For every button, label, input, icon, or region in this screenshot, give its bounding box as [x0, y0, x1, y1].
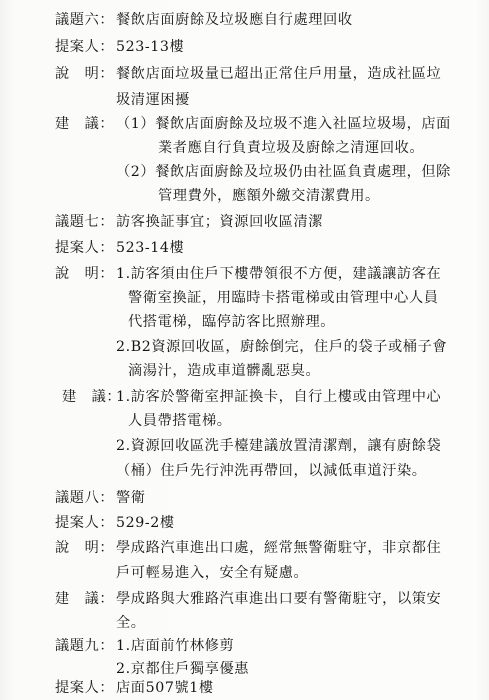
line-label: 建 議：: [62, 389, 122, 405]
line-label: 議題九：: [55, 638, 115, 654]
line-text: 523-13樓: [116, 39, 185, 55]
line-text: （桶）住戶先行沖洗再帶回，以減低車道汙染。: [116, 463, 427, 479]
line-label: 說 明：: [55, 66, 115, 82]
line-label: 提案人：: [55, 515, 115, 531]
line-text: 代搭電梯，臨停訪客比照辦理。: [128, 314, 336, 330]
line-text: 1.訪客於警衛室押証換卡，自行上樓或由管理中心: [116, 389, 442, 405]
line-text: （1）餐飲店面廚餘及垃圾不進入社區垃圾場，店面: [116, 116, 451, 132]
line-text: 2.資源回收區洗手檯建議放置清潔劑，讓有廚餘袋: [116, 438, 442, 454]
line-text: 2.B2資源回收區，廚餘倒完，住戶的袋子或桶子會: [116, 339, 448, 355]
line-text: 學成路與大雅路汽車進出口要有警衛駐守，以策安: [116, 591, 442, 607]
line-text: 餐飲店面垃圾量已超出正常住戶用量，造成社區垃: [116, 66, 442, 82]
line-text: 523-14樓: [116, 240, 185, 256]
line-text: 戶可輕易進入，安全有疑慮。: [116, 565, 309, 581]
line-label: 提案人：: [55, 240, 115, 256]
line-text: 訪客換証事宜；資源回收區清潔: [116, 214, 324, 230]
line-label: 議題七：: [55, 214, 115, 230]
line-text: 滴湯汁，造成車道髒亂惡臭。: [128, 363, 321, 379]
line-text: 1.訪客須由住戶下樓帶領很不方便，建議讓訪客在: [116, 266, 442, 282]
line-label: 議題六：: [55, 12, 115, 28]
line-label: 提案人：: [55, 39, 115, 55]
line-label: 提案人：: [55, 680, 115, 696]
line-label: 建 議：: [55, 591, 115, 607]
line-text: 圾清運困擾: [116, 92, 190, 108]
line-text: 店面507號1樓: [116, 680, 214, 696]
line-text: 全。: [116, 615, 146, 631]
line-label: 議題八：: [55, 490, 115, 506]
page-number: [480, 654, 481, 655]
line-text: 1.店面前竹林修剪: [116, 638, 235, 654]
line-label: 說 明：: [55, 266, 115, 282]
line-text: 學成路汽車進出口處，經常無警衛駐守，非京都住: [116, 540, 442, 556]
line-label: 說 明：: [55, 540, 115, 556]
line-text: 餐飲店面廚餘及垃圾應自行處理回收: [116, 12, 353, 28]
line-text: 管理費外，應額外繳交清潔費用。: [158, 188, 380, 204]
line-text: （2）餐飲店面廚餘及垃圾仍由社區負責處理，但除: [116, 164, 451, 180]
line-label: 建 議：: [55, 116, 115, 132]
line-text: 警衛室換証，用臨時卡搭電梯或由管理中心人員: [128, 290, 439, 306]
line-text: 529-2樓: [116, 515, 175, 531]
line-text: 人員帶搭電梯。: [128, 413, 232, 429]
line-text: 警衛: [116, 490, 146, 506]
line-text: 2.京都住戶獨享優惠: [116, 661, 250, 677]
line-text: 業者應自行負責垃圾及廚餘之清運回收。: [158, 140, 425, 156]
